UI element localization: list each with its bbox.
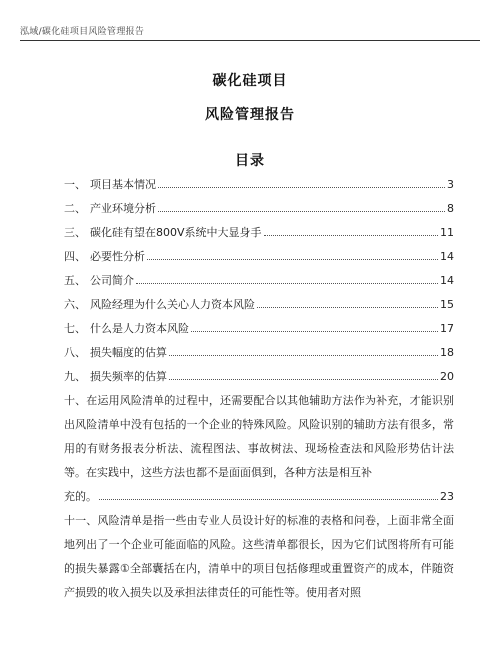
toc-entry-number: 五、 bbox=[64, 274, 86, 287]
toc-entry[interactable] bbox=[64, 341, 454, 365]
toc-leader-dots bbox=[158, 173, 445, 188]
toc-leader-dots bbox=[99, 485, 438, 500]
toc-entry-long[interactable] bbox=[64, 389, 454, 509]
toc-entry-number: 四、 bbox=[64, 250, 86, 263]
toc-entry[interactable] bbox=[64, 221, 454, 245]
header-rule bbox=[20, 40, 480, 41]
toc-entry-title: 什么是人力资本风险 bbox=[90, 322, 189, 335]
toc-entry-page: 11 bbox=[440, 226, 454, 239]
toc-entry-number: 一、 bbox=[64, 178, 86, 191]
toc-entry-number: 七、 bbox=[64, 322, 86, 335]
toc-entry[interactable] bbox=[64, 197, 454, 221]
toc-entry-title: 风险经理为什么关心人力资本风险 bbox=[90, 298, 255, 311]
toc-entry-title: 风险清单是指一些由专业人员设计好的标准的表格和问卷，上面非常全面地列出了一个企业可能面临的风险。这些清单都很长，因为它们试图将所有可能的损失暴露①全部囊括在内，清单中的项目包括修理或重置资产的成本，伴随资产损毁的收入损失以及承担法律责任的可能性等。使用者对照 bbox=[64, 514, 455, 599]
toc-entry[interactable] bbox=[64, 365, 454, 389]
document-title-line1: 碳化硅项目 bbox=[212, 73, 288, 89]
toc-entry-number: 八、 bbox=[64, 346, 86, 359]
toc-leader-dots bbox=[169, 341, 438, 356]
toc-entry-long[interactable] bbox=[64, 509, 454, 605]
toc-entry-page: 23 bbox=[440, 490, 454, 503]
toc-entry-page: 17 bbox=[440, 322, 454, 335]
toc-entry-page: 3 bbox=[447, 178, 454, 191]
toc-entry-title-tail: 充的。 bbox=[64, 490, 97, 503]
toc-entry-page: 20 bbox=[440, 370, 454, 383]
toc-heading: 目录 bbox=[235, 153, 265, 169]
toc-leader-dots bbox=[264, 221, 438, 236]
toc-entry-title: 损失频率的估算 bbox=[90, 370, 167, 383]
toc-entry[interactable] bbox=[64, 293, 454, 317]
toc-entry-title: 产业环境分析 bbox=[90, 202, 156, 215]
toc-entry[interactable] bbox=[64, 269, 454, 293]
toc-entry-number: 九、 bbox=[64, 370, 86, 383]
toc-entry[interactable] bbox=[64, 245, 454, 269]
toc-entry[interactable] bbox=[64, 317, 454, 341]
toc-entry-last-line bbox=[64, 485, 454, 509]
toc-entry-number: 二、 bbox=[64, 202, 86, 215]
toc-entry-number: 六、 bbox=[64, 298, 86, 311]
toc-entry-number: 十、 bbox=[64, 394, 87, 407]
toc-leader-dots bbox=[191, 317, 438, 332]
toc-leader-dots bbox=[169, 365, 438, 380]
toc-entry-number: 十一、 bbox=[64, 514, 98, 527]
toc-entry-title: 碳化硅有望在800V系统中大显身手 bbox=[90, 226, 262, 239]
toc-entry-title: 公司简介 bbox=[90, 274, 134, 287]
toc-entry-page: 18 bbox=[440, 346, 454, 359]
toc-leader-dots bbox=[147, 245, 438, 260]
toc-entry-page: 8 bbox=[447, 202, 454, 215]
toc-entry-page: 15 bbox=[440, 298, 454, 311]
toc-leader-dots bbox=[158, 197, 445, 212]
document-title-line2: 风险管理报告 bbox=[205, 107, 295, 123]
toc-entry-page: 14 bbox=[440, 274, 454, 287]
toc-entry-title: 在运用风险清单的过程中，还需要配合以其他辅助方法作为补充，才能识别出风险清单中没有包括的一个企业的特殊风险。风险识别的辅助方法有很多，常用的有财务报表分析法、流程图法、事故树法、现场检查法和风险形势估计法等。在实践中，这些方法也都不是面面俱到，各种方法是相互补 bbox=[64, 394, 455, 479]
toc-leader-dots bbox=[136, 269, 438, 284]
toc-entry-title: 项目基本情况 bbox=[90, 178, 156, 191]
toc-leader-dots bbox=[257, 293, 438, 308]
toc-entry[interactable] bbox=[64, 173, 454, 197]
toc-entry-title: 损失幅度的估算 bbox=[90, 346, 167, 359]
toc-entry-page: 14 bbox=[440, 250, 454, 263]
toc-entry-number: 三、 bbox=[64, 226, 86, 239]
running-header: 泓域/碳化硅项目风险管理报告 bbox=[20, 27, 145, 37]
table-of-contents bbox=[64, 173, 454, 605]
toc-entry-title: 必要性分析 bbox=[90, 250, 145, 263]
